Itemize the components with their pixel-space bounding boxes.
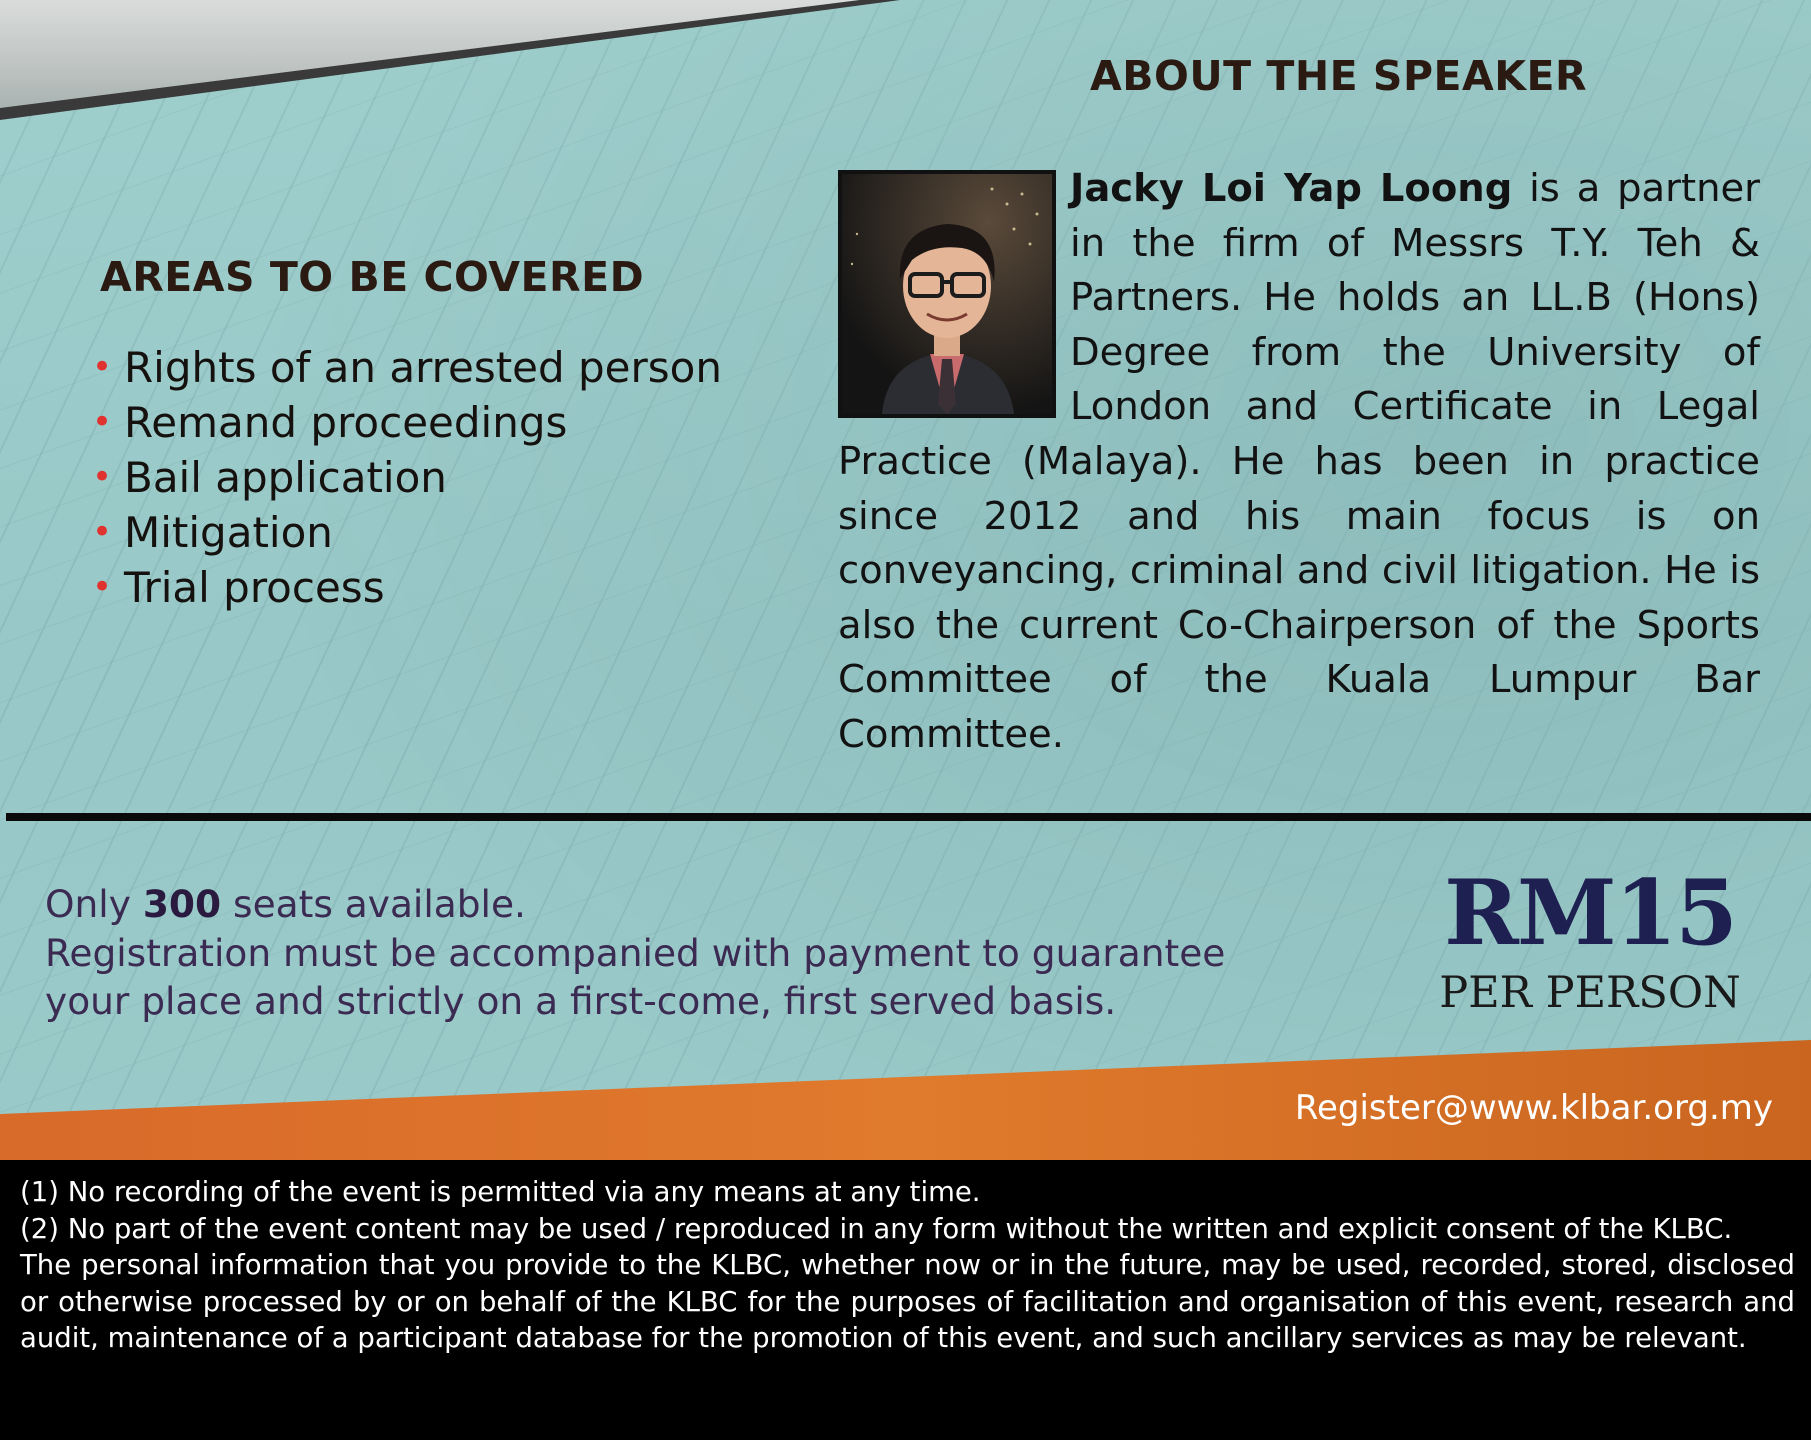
seats-prefix: Only	[45, 882, 143, 926]
footer-line: (1) No recording of the event is permitted via any means at any time.	[20, 1176, 981, 1208]
footer-disclaimer	[0, 1160, 1811, 1440]
seats-count: 300	[142, 882, 222, 926]
areas-list-item	[88, 395, 722, 450]
bullet-icon: •	[92, 402, 113, 442]
areas-list-item	[88, 505, 722, 560]
price-amount: RM15	[1444, 860, 1736, 966]
area-item-label: Rights of an arrested person	[124, 343, 722, 392]
area-item-label: Trial process	[124, 563, 385, 612]
speaker-bio-text: is a partner in the firm of Messrs T.Y. Teh & Partners. He holds an LL.B (Hons) Degree from the University of London and Certificate in Legal Practice (Malaya). He has been in practice since 2012 and his main focus is on conveyancing, criminal and civil litigation. He is also the current Co-Chairperson of the Sports Committee of the Kuala Lumpur Bar Committee.	[838, 166, 1760, 757]
speaker-bio	[838, 162, 1760, 763]
seats-line	[45, 880, 1225, 929]
areas-list-item	[88, 340, 722, 395]
areas-list-item	[88, 450, 722, 505]
areas-covered-heading: AREAS TO BE COVERED	[100, 253, 645, 301]
footer-line: (2) No part of the event content may be used / reproduced in any form without the written and explicit consent of the KLBC.	[20, 1212, 1733, 1245]
area-item-label: Remand proceedings	[124, 398, 568, 447]
areas-list	[88, 340, 722, 615]
speaker-name: Jacky Loi Yap Loong	[1070, 166, 1513, 211]
area-item-label: Mitigation	[124, 508, 333, 557]
bullet-icon: •	[92, 512, 113, 552]
price-unit: PER PERSON	[1439, 968, 1741, 1018]
about-speaker-heading: ABOUT THE SPEAKER	[1090, 52, 1588, 100]
seats-suffix: seats available.	[221, 882, 526, 926]
registration-line: your place and strictly on a first-come, first served basis.	[45, 979, 1117, 1023]
register-link[interactable]: Register@www.klbar.org.my	[1294, 1088, 1773, 1128]
footer-line: The personal information that you provide to the KLBC, whether now or in the future, may be used, recorded, stored, disclosed or otherwise processed by or on behalf of the KLBC for the purposes of facilitation and organisation of this event, research and audit, maintenance of a participant database for the promotion of this event, and such ancillary services as may be relevant.	[20, 1249, 1795, 1354]
registration-info	[45, 880, 1225, 1026]
photo-spacer	[838, 162, 1070, 424]
areas-list-item	[88, 560, 722, 615]
bullet-icon: •	[92, 347, 113, 387]
bullet-icon: •	[92, 567, 113, 607]
registration-line: Registration must be accompanied with payment to guarantee	[45, 930, 1226, 975]
bullet-icon: •	[92, 457, 113, 497]
area-item-label: Bail application	[124, 453, 447, 502]
section-divider	[6, 813, 1811, 821]
